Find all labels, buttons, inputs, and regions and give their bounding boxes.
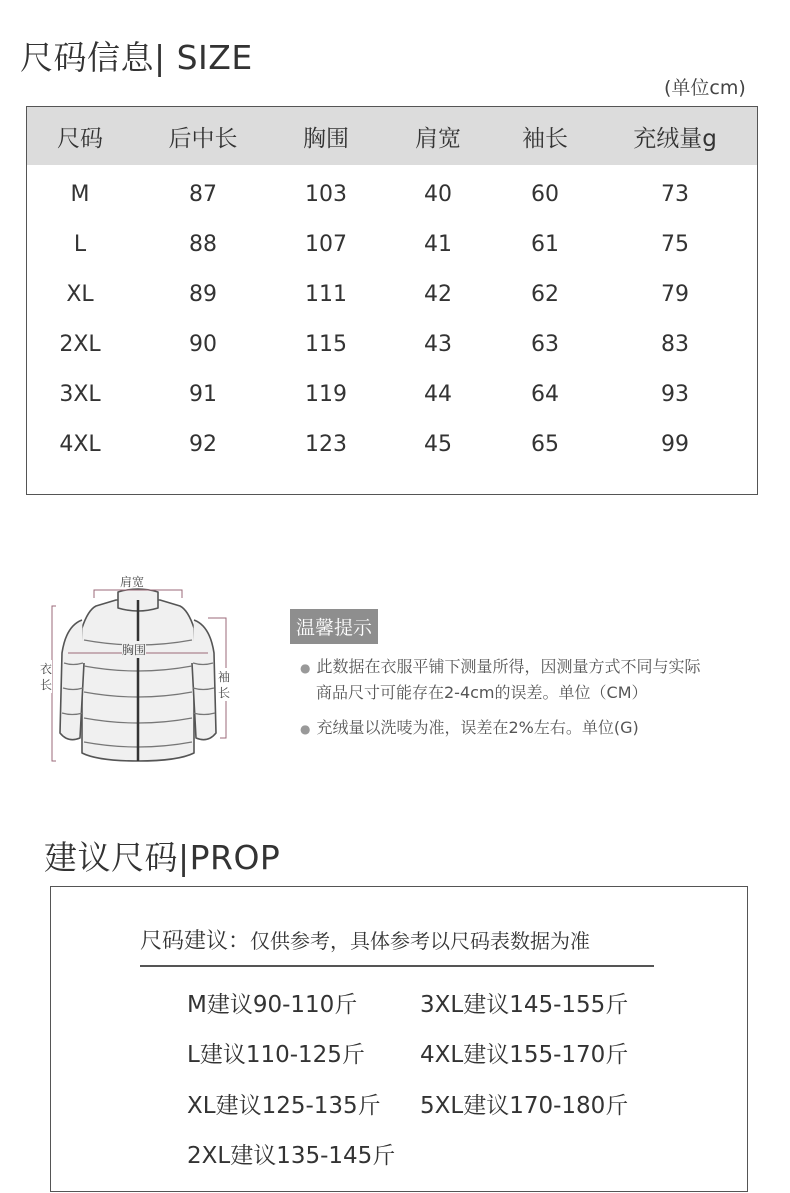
- table-row: [27, 219, 757, 269]
- tip-text-1: 此数据在衣服平铺下测量所得，因测量方式不同与实际: [316, 657, 701, 676]
- table-cell: 99: [661, 431, 689, 457]
- table-cell: 62: [531, 281, 559, 307]
- list-item: 4XL建议155-170斤: [420, 1042, 629, 1068]
- size-table: [26, 106, 758, 495]
- table-cell: 44: [424, 381, 452, 407]
- jacket-illustration: [38, 568, 238, 773]
- list-item: M建议90-110斤: [187, 992, 358, 1018]
- table-row: [27, 165, 757, 219]
- header-back-length: 后中长: [133, 107, 273, 165]
- size-table-header-row: [27, 107, 757, 165]
- table-cell: 45: [424, 431, 452, 457]
- table-cell: 79: [661, 281, 689, 307]
- sleeve-label-2: 长: [218, 686, 231, 700]
- chest-label: 胸围: [122, 643, 147, 657]
- table-cell: 123: [305, 431, 347, 457]
- table-cell: 60: [531, 181, 559, 207]
- table-row: [27, 369, 757, 419]
- table-cell: 115: [305, 331, 347, 357]
- jacket-diagram: [38, 568, 238, 773]
- table-cell: 111: [305, 281, 347, 307]
- table-cell: 89: [189, 281, 217, 307]
- length-label-1: 衣: [40, 662, 53, 676]
- unit-label: (单位cm): [664, 77, 746, 99]
- list-item: 3XL建议145-155斤: [420, 992, 629, 1018]
- table-cell: 91: [189, 381, 217, 407]
- table-cell: 65: [531, 431, 559, 457]
- table-cell: XL: [66, 281, 94, 307]
- table-cell: 3XL: [59, 381, 101, 407]
- list-item: XL建议125-135斤: [187, 1093, 381, 1119]
- bullet-icon: ●: [300, 722, 311, 736]
- length-label-2: 长: [40, 678, 53, 692]
- table-row: [27, 419, 757, 469]
- table-cell: 88: [189, 231, 217, 257]
- tip-line-3: [300, 715, 639, 738]
- tip-line-1: [300, 654, 701, 677]
- table-cell: 41: [424, 231, 452, 257]
- table-cell: 103: [305, 181, 347, 207]
- table-cell: 119: [305, 381, 347, 407]
- prop-heading-rest: 仅供参考，具体参考以尺码表数据为准: [250, 929, 591, 953]
- header-sleeve: 袖长: [497, 107, 593, 165]
- shoulder-width-label: 肩宽: [120, 575, 145, 589]
- tip-text-2: 商品尺寸可能存在2-4cm的误差。单位（CM）: [316, 683, 648, 702]
- table-cell: 92: [189, 431, 217, 457]
- header-size: 尺码: [27, 107, 133, 165]
- table-row: [27, 319, 757, 369]
- table-cell: 63: [531, 331, 559, 357]
- prop-heading-bold: 尺码建议：: [140, 929, 251, 954]
- bullet-icon: ●: [300, 661, 311, 675]
- header-shoulder: 肩宽: [379, 107, 497, 165]
- table-cell: 40: [424, 181, 452, 207]
- table-cell: 61: [531, 231, 559, 257]
- table-cell: 43: [424, 331, 452, 357]
- table-cell: 83: [661, 331, 689, 357]
- table-cell: 42: [424, 281, 452, 307]
- list-item: 5XL建议170-180斤: [420, 1093, 629, 1119]
- table-row: [27, 269, 757, 319]
- header-fill-weight: 充绒量g: [593, 107, 757, 165]
- sleeve-label-1: 袖: [218, 670, 231, 684]
- table-cell: 93: [661, 381, 689, 407]
- size-section-title: 尺码信息| SIZE: [20, 38, 253, 77]
- table-cell: 107: [305, 231, 347, 257]
- table-cell: 2XL: [59, 331, 101, 357]
- table-cell: 64: [531, 381, 559, 407]
- table-cell: 73: [661, 181, 689, 207]
- list-item: L建议110-125斤: [187, 1042, 365, 1068]
- prop-heading: [140, 924, 654, 967]
- prop-section-title: 建议尺码|PROP: [44, 838, 281, 877]
- list-item: 2XL建议135-145斤: [187, 1143, 396, 1169]
- table-cell: 87: [189, 181, 217, 207]
- header-chest: 胸围: [273, 107, 379, 165]
- table-cell: M: [70, 181, 90, 207]
- tips-badge: 温馨提示: [290, 609, 378, 644]
- tip-text-3: 充绒量以洗唛为准，误差在2%左右。单位(G): [316, 718, 639, 737]
- table-cell: 4XL: [59, 431, 101, 457]
- table-cell: 75: [661, 231, 689, 257]
- table-cell: L: [73, 231, 87, 257]
- table-cell: 90: [189, 331, 217, 357]
